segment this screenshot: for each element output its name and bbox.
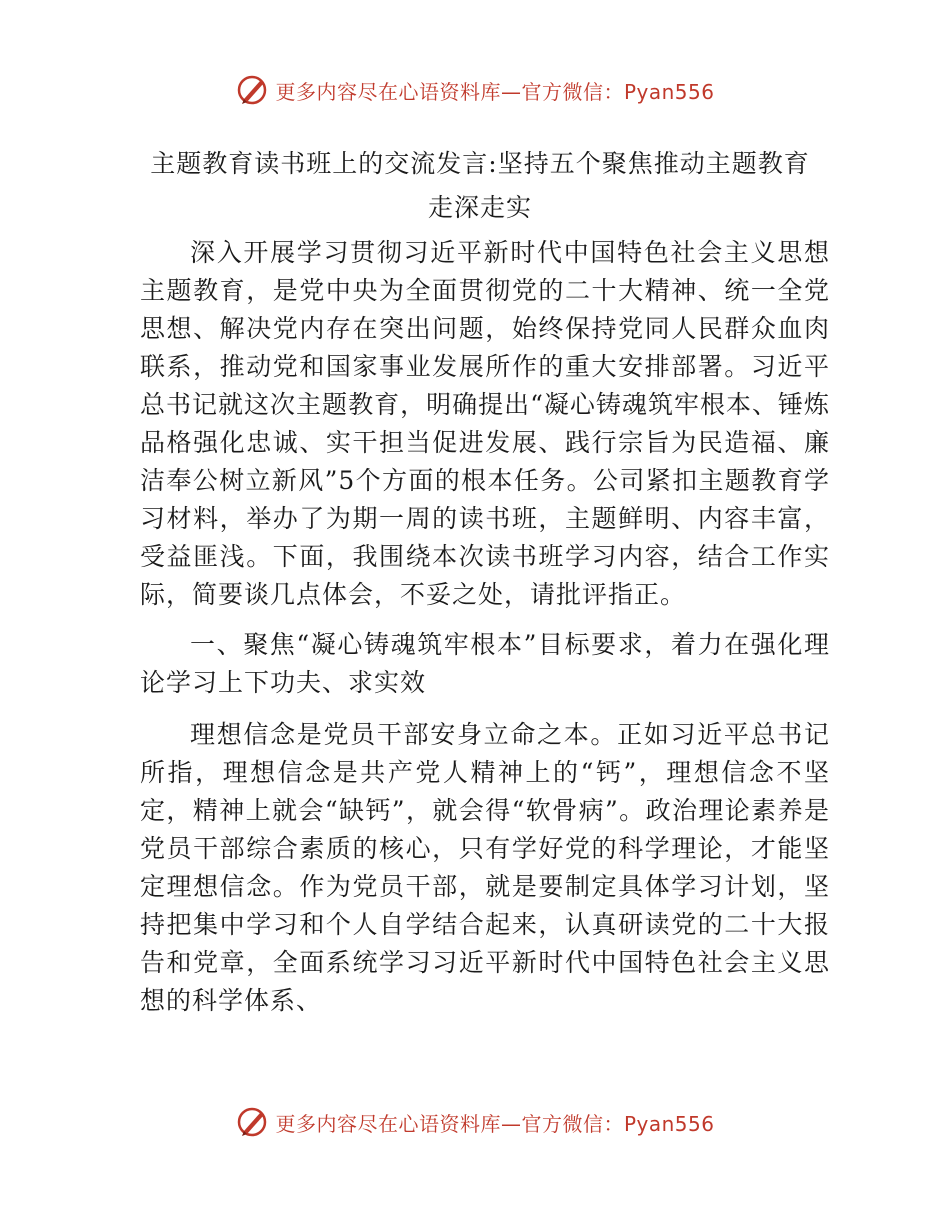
pen-logo-icon (235, 1105, 269, 1139)
header-banner (0, 70, 950, 110)
page-title: 主题教育读书班上的交流发言:坚持五个聚焦推动主题教育走深走实 (150, 149, 810, 222)
body-paragraph: 理想信念是党员干部安身立命之本。正如习近平总书记所指，理想信念是共产党人精神上的“钙”，理想信念不坚定，精神上就会“缺钙”，就会得“软骨病”。政治理论素养是党员干部综合素质的核心，只有学好党的科学理论，才能坚定理想信念。作为党员干部，就是要制定具体学习计划，坚持把集中学习和个人自学结合起来，认真研读党的二十大报告和党章，全面系统学习习近平新时代中国特色社会主义思想的科学体系、 (140, 720, 830, 1015)
banner-text: 更多内容尽在心语资料库—官方微信：Pyan556 (275, 1111, 715, 1136)
banner-text: 更多内容尽在心语资料库—官方微信：Pyan556 (275, 79, 715, 104)
section-heading: 一、聚焦“凝心铸魂筑牢根本”目标要求，着力在强化理论学习上下功夫、求实效 (140, 630, 830, 697)
footer-banner (0, 1102, 950, 1142)
intro-paragraph: 深入开展学习贯彻习近平新时代中国特色社会主义思想主题教育，是党中央为全面贯彻党的二十大精神、统一全党思想、解决党内存在突出问题，始终保持党同人民群众血肉联系，推动党和国家事业发展所作的重大安排部署。习近平总书记就这次主题教育，明确提出“凝心铸魂筑牢根本、锤炼品格强化忠诚、实干担当促进发展、践行宗旨为民造福、廉洁奉公树立新风”5个方面的根本任务。公司紧扣主题教育学习材料，举办了为期一周的读书班，主题鲜明、内容丰富，受益匪浅。下面，我围绕本次读书班学习内容，结合工作实际，简要谈几点体会，不妥之处，请批评指正。 (140, 238, 830, 609)
document-body (140, 234, 830, 1032)
pen-logo-icon (235, 73, 269, 107)
